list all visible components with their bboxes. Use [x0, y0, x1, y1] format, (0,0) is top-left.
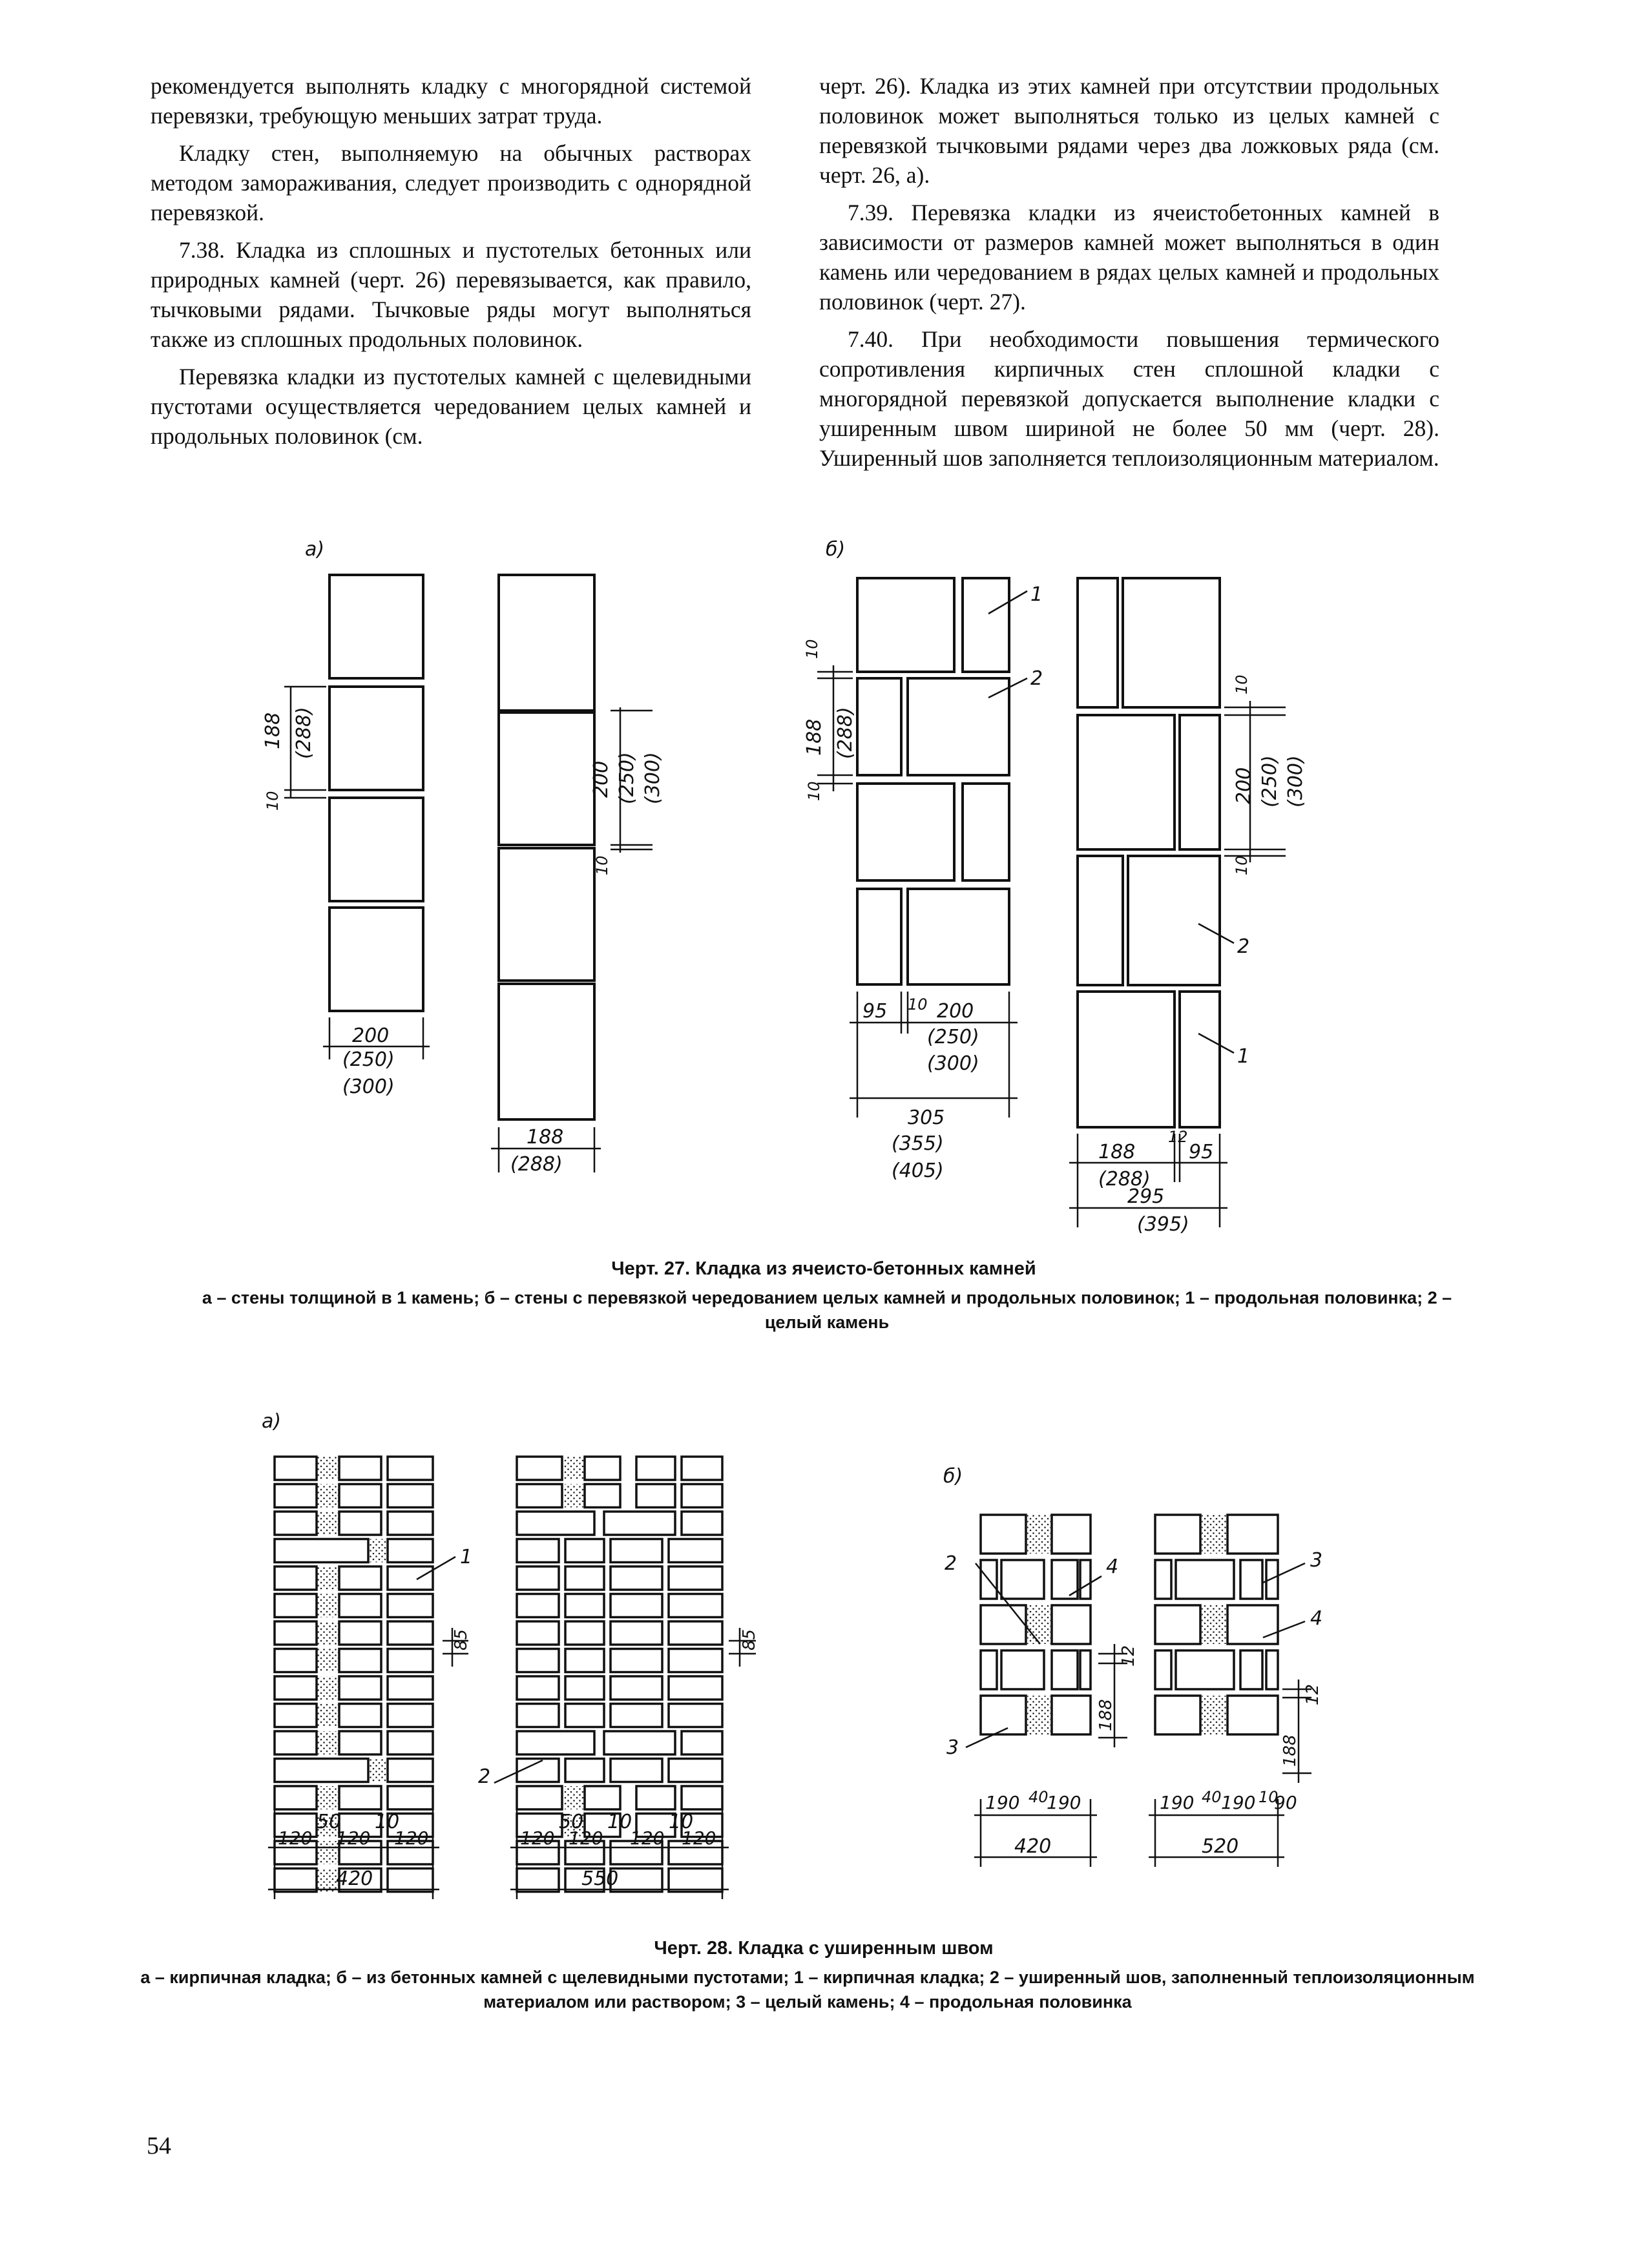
paragraph: 7.40. При необходимости повышения термического сопротивления кирпичных стен сплошной кладки с многорядной перевязкой допускается выполнение кладки с уширенным швом шириной не более 50 мм (черт. 28). Уширенный шов заполняется теплоизоляционным материалом.	[819, 326, 1439, 471]
brick	[388, 1649, 433, 1672]
brick	[275, 1704, 317, 1727]
dim-label: 190	[1160, 1792, 1195, 1813]
brick	[275, 1621, 317, 1645]
brick	[1240, 1650, 1262, 1689]
brick	[1155, 1560, 1171, 1599]
dim-label: 200	[1233, 767, 1255, 804]
brick	[636, 1786, 675, 1809]
paragraph: 7.39. Перевязка кладки из ячеистобетонных камней в зависимости от размеров камней может выполняться в один камень или чередованием в рядах целых камней и продольных половинок (черт. 27).	[819, 200, 1439, 315]
brick	[611, 1704, 662, 1727]
brick	[565, 1566, 604, 1590]
brick	[1001, 1650, 1044, 1689]
brick	[339, 1704, 381, 1727]
brick	[565, 1676, 604, 1700]
brick	[517, 1594, 559, 1618]
brick	[517, 1484, 562, 1508]
dim-label: 190	[1221, 1792, 1256, 1813]
dim-label: 10	[264, 791, 282, 811]
brick	[682, 1457, 722, 1480]
dim-label: 420	[1014, 1835, 1052, 1858]
dim-label: (355)	[892, 1132, 944, 1155]
brick	[1052, 1605, 1091, 1644]
brick	[1227, 1515, 1278, 1554]
paragraph: Перевязка кладки из пустотелых камней с щелевидными пустотами осуществляется чередованием целых камней и продольных половинок (см.	[151, 364, 751, 449]
brick	[636, 1484, 675, 1508]
brick	[1052, 1515, 1091, 1554]
brick	[388, 1786, 433, 1809]
dim-label: 95	[1189, 1141, 1214, 1163]
dim-label: (300)	[342, 1076, 395, 1098]
dim-label: 120	[278, 1827, 313, 1849]
dim-label: 12	[1119, 1645, 1138, 1667]
brick	[669, 1869, 722, 1892]
brick	[669, 1621, 722, 1645]
insulation-fill	[1202, 1696, 1226, 1734]
brick	[388, 1731, 433, 1754]
brick	[669, 1566, 722, 1590]
dim-label: 50	[559, 1811, 584, 1833]
brick	[339, 1786, 381, 1809]
brick	[275, 1512, 317, 1535]
dim-label: 120	[336, 1827, 371, 1849]
dim-label: 120	[520, 1827, 555, 1849]
dim-label: 420	[336, 1867, 373, 1890]
dim-label: 10	[1233, 855, 1251, 875]
brick	[604, 1512, 675, 1535]
insulation-fill	[1202, 1515, 1226, 1554]
brick	[517, 1566, 559, 1590]
brick	[388, 1594, 433, 1618]
brick	[682, 1731, 722, 1754]
brick	[388, 1539, 433, 1563]
dim-label: 120	[682, 1827, 716, 1849]
dim-label: (250)	[1258, 755, 1281, 807]
insulation-fill	[317, 1512, 339, 1535]
brick	[1266, 1560, 1278, 1599]
brick	[275, 1649, 317, 1672]
brick	[339, 1512, 381, 1535]
brick	[388, 1759, 433, 1782]
brick	[388, 1676, 433, 1700]
insulation-fill	[317, 1594, 339, 1618]
brick	[565, 1759, 604, 1782]
dim-label: 90	[1274, 1792, 1297, 1813]
insulation-fill	[317, 1566, 339, 1590]
brick	[275, 1731, 317, 1754]
brick	[981, 1696, 1026, 1734]
insulation-fill	[317, 1649, 339, 1672]
brick	[1155, 1650, 1171, 1689]
insulation-fill	[1027, 1696, 1050, 1734]
brick	[339, 1566, 381, 1590]
brick	[517, 1786, 562, 1809]
brick	[611, 1566, 662, 1590]
dim-label: 188	[1098, 1141, 1136, 1163]
brick	[1227, 1696, 1278, 1734]
dim-label: (288)	[834, 707, 857, 759]
dim-label: 10	[1233, 674, 1251, 694]
brick	[611, 1621, 662, 1645]
insulation-fill	[1027, 1605, 1050, 1644]
callout-number: 1	[1030, 583, 1043, 606]
brick	[611, 1759, 662, 1782]
brick	[388, 1704, 433, 1727]
brick	[275, 1869, 317, 1892]
brick	[275, 1484, 317, 1508]
dim-label: (250)	[927, 1026, 979, 1048]
dim-label: (300)	[1284, 755, 1307, 807]
dim-label: 120	[394, 1827, 429, 1849]
brick	[1176, 1560, 1234, 1599]
dim-label: 190	[985, 1792, 1020, 1813]
brick	[682, 1512, 722, 1535]
dim-label: 520	[1202, 1835, 1239, 1858]
dim-label: 10	[803, 639, 821, 659]
brick	[1001, 1560, 1044, 1599]
dim-label: 200	[352, 1025, 390, 1047]
dim-label: 120	[630, 1827, 665, 1849]
brick	[517, 1704, 559, 1727]
fig27-label-a: а)	[305, 538, 325, 561]
dim-label: 40	[1202, 1788, 1222, 1806]
paragraph: 7.38. Кладка из сплошных и пустотелых бетонных или природных камней (черт. 26) перевязывается, как правило, тычковыми рядами. Тычковые ряды могут выполняться также из сплошных продольных половинок.	[151, 237, 751, 352]
brick	[339, 1484, 381, 1508]
brick	[339, 1676, 381, 1700]
dim-label: 10	[607, 1811, 632, 1833]
brick	[275, 1457, 317, 1480]
fig28-caption-body: а – кирпичная кладка; б – из бетонных камней с щелевидными пустотами; 1 – кирпичная кладка; 2 – уширенный шов, заполненный теплоизоляционным материалом или раствором; 3 – целый камень; 4 – продольная половинка	[140, 1968, 1475, 2012]
insulation-fill	[1027, 1515, 1050, 1554]
callout-number: 1	[460, 1546, 473, 1568]
fig27-label-b: б)	[826, 538, 846, 561]
dim-label: (288)	[1098, 1168, 1151, 1191]
brick	[981, 1605, 1026, 1644]
fig27-caption-title: Черт. 27. Кладка из ячеисто-бетонных камней	[611, 1258, 1036, 1279]
callout-number: 3	[946, 1736, 959, 1759]
figure-28	[275, 1457, 1278, 1892]
dim-label: 40	[1029, 1788, 1049, 1806]
brick	[339, 1594, 381, 1618]
dim-label: (300)	[642, 752, 664, 804]
brick	[388, 1621, 433, 1645]
brick	[682, 1786, 722, 1809]
insulation-fill	[368, 1759, 388, 1782]
insulation-fill	[562, 1484, 585, 1508]
brick	[585, 1786, 620, 1809]
dim-label: 85	[740, 1628, 759, 1650]
fig28-label-a: а)	[262, 1410, 282, 1433]
brick	[517, 1731, 594, 1754]
dim-label: 10	[805, 781, 823, 801]
callout-number: 4	[1106, 1555, 1119, 1578]
dim-label: 305	[908, 1107, 945, 1129]
dim-label: 295	[1127, 1185, 1165, 1208]
brick	[388, 1869, 433, 1892]
brick	[275, 1539, 368, 1563]
dim-label: 200	[590, 760, 612, 798]
paragraph: Кладку стен, выполняемую на обычных растворах методом замораживания, следует производить с однорядной перевязкой.	[151, 140, 751, 225]
brick	[275, 1676, 317, 1700]
brick	[517, 1621, 559, 1645]
brick	[669, 1539, 722, 1563]
brick	[1052, 1696, 1091, 1734]
callout-number: 2	[945, 1552, 957, 1575]
brick	[611, 1649, 662, 1672]
brick	[339, 1649, 381, 1672]
dim-label: 10	[593, 855, 611, 875]
brick	[1155, 1515, 1200, 1554]
insulation-fill	[562, 1457, 585, 1480]
callout-number: 2	[1237, 935, 1250, 958]
brick	[388, 1512, 433, 1535]
callout-number: 3	[1310, 1549, 1323, 1572]
dim-label: 188	[803, 718, 826, 756]
brick	[275, 1566, 317, 1590]
dim-label: 10	[669, 1811, 694, 1833]
callout-number: 1	[1237, 1045, 1250, 1068]
brick	[611, 1539, 662, 1563]
dim-label: 10	[1258, 1788, 1279, 1806]
brick	[565, 1539, 604, 1563]
brick	[604, 1731, 675, 1754]
dim-label: 188	[527, 1126, 564, 1149]
dim-label: 550	[581, 1867, 619, 1890]
brick	[275, 1759, 368, 1782]
brick	[669, 1676, 722, 1700]
dim-label: 50	[317, 1811, 342, 1833]
dim-label: 10	[375, 1811, 400, 1833]
dim-label: 12	[1168, 1128, 1188, 1146]
brick	[981, 1515, 1026, 1554]
brick	[1080, 1650, 1091, 1689]
insulation-fill	[317, 1457, 339, 1480]
insulation-fill	[368, 1539, 388, 1563]
brick	[565, 1594, 604, 1618]
insulation-fill	[317, 1621, 339, 1645]
dim-label: (288)	[510, 1153, 563, 1176]
callout-number: 2	[478, 1765, 491, 1788]
brick	[339, 1731, 381, 1754]
figure-27	[329, 575, 1220, 1127]
brick	[517, 1869, 559, 1892]
brick	[517, 1676, 559, 1700]
dim-label: 188	[262, 712, 284, 749]
fig28-label-b: б)	[943, 1465, 963, 1488]
brick	[517, 1539, 559, 1563]
brick	[585, 1484, 620, 1508]
brick	[1240, 1560, 1262, 1599]
dim-label: 120	[569, 1827, 603, 1849]
brick	[669, 1594, 722, 1618]
brick	[275, 1594, 317, 1618]
brick	[1080, 1560, 1091, 1599]
callout-number: 4	[1310, 1607, 1323, 1630]
dim-label: 10	[908, 995, 928, 1014]
dim-label: 188	[1280, 1734, 1300, 1767]
dim-label: 95	[862, 1000, 888, 1023]
brick	[611, 1594, 662, 1618]
brick	[339, 1457, 381, 1480]
brick	[1155, 1605, 1200, 1644]
brick	[565, 1621, 604, 1645]
insulation-fill	[317, 1676, 339, 1700]
brick	[682, 1484, 722, 1508]
fig28-caption-title: Черт. 28. Кладка с уширенным швом	[654, 1938, 994, 1959]
brick	[585, 1457, 620, 1480]
brick	[636, 1457, 675, 1480]
brick	[1155, 1696, 1200, 1734]
insulation-fill	[1202, 1605, 1226, 1644]
brick	[388, 1566, 433, 1590]
dim-label: (288)	[293, 707, 315, 759]
paragraph: рекомендуется выполнять кладку с многорядной системой перевязки, требующую меньших затрат труда.	[151, 73, 751, 129]
dim-label: (250)	[616, 752, 638, 804]
fig27-caption-body: а – стены толщиной в 1 камень; б – стены с перевязкой чередованием целых камней и продольных половинок; 1 – продольная половинка; 2 – целый камень	[202, 1288, 1452, 1332]
insulation-fill	[317, 1704, 339, 1727]
brick	[339, 1621, 381, 1645]
insulation-fill	[317, 1484, 339, 1508]
brick	[611, 1676, 662, 1700]
brick	[1052, 1650, 1078, 1689]
brick	[388, 1457, 433, 1480]
brick	[565, 1704, 604, 1727]
dim-label: (395)	[1137, 1213, 1189, 1236]
dim-label: (300)	[927, 1052, 979, 1075]
brick	[1227, 1605, 1278, 1644]
figure-27-labels	[262, 538, 1307, 1236]
callout-number: 2	[1030, 667, 1043, 690]
brick	[517, 1649, 559, 1672]
brick	[517, 1512, 594, 1535]
dim-label: 85	[452, 1628, 471, 1650]
insulation-fill	[317, 1731, 339, 1754]
insulation-fill	[317, 1786, 339, 1809]
page-number: 54	[147, 2132, 171, 2159]
dim-label: 200	[937, 1000, 974, 1023]
brick	[565, 1649, 604, 1672]
dim-label: (405)	[892, 1160, 944, 1182]
brick	[275, 1786, 317, 1809]
paragraph: черт. 26). Кладка из этих камней при отсутствии продольных половинок может выполняться только из целых камней с перевязкой тычковыми рядами через два ложковых ряда (см. черт. 26, а).	[819, 73, 1439, 188]
dim-label: 190	[1047, 1792, 1081, 1813]
dim-label: (250)	[342, 1048, 395, 1071]
dim-label: 188	[1096, 1699, 1116, 1731]
brick	[981, 1650, 997, 1689]
brick	[669, 1759, 722, 1782]
brick	[1176, 1650, 1234, 1689]
brick	[388, 1484, 433, 1508]
brick	[517, 1457, 562, 1480]
brick	[1266, 1650, 1278, 1689]
brick	[669, 1649, 722, 1672]
dim-label: 12	[1303, 1683, 1322, 1705]
insulation-fill	[562, 1786, 585, 1809]
brick	[669, 1704, 722, 1727]
